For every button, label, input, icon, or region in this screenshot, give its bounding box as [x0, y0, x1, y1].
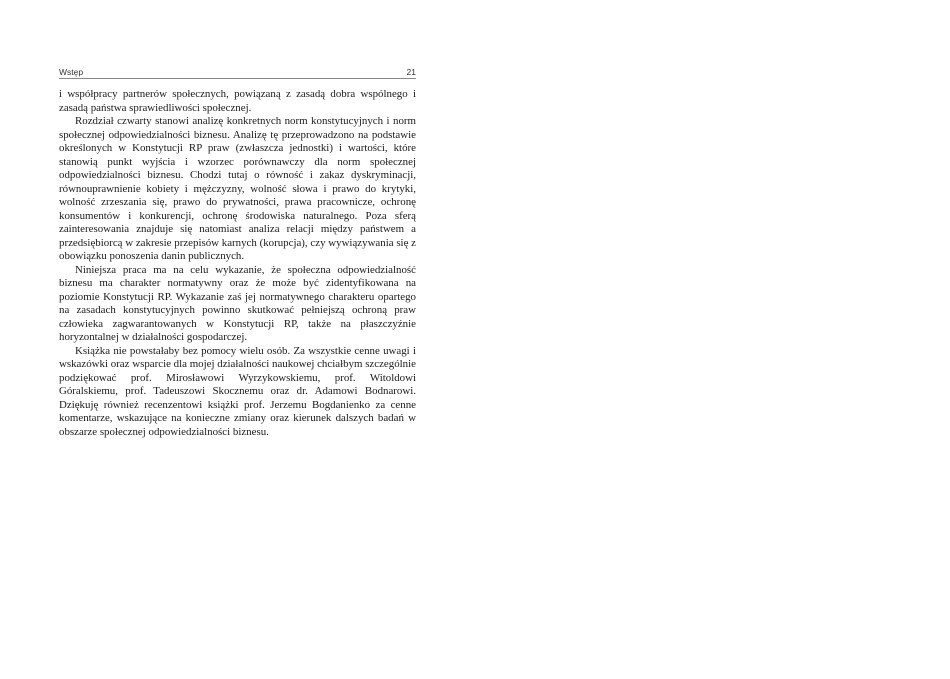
running-header [59, 64, 416, 79]
paragraph-acknowledgements: Książka nie powstałaby bez pomocy wielu osób. Za wszystkie cenne uwagi i wskazówki oraz wsparcie dla mojej działalności naukowej chciałbym szczególnie podziękować prof. Mirosławowi Wyrzykowskiemu, prof. Witoldowi Góralskiemu, prof. Tadeuszowi Skocznemu oraz dr. Adamowi Bodnarowi. Dziękuję również recenzentowi książki prof. Jerzemu Bogdanienko za cenne komentarze, wskazujące na konieczne zmiany oraz kierunek dalszych badań w obszarze społecznej odpowiedzialności biznesu. [59, 344, 416, 438]
page-number: 21 [406, 67, 416, 77]
body-text [59, 88, 416, 439]
paragraph-continuation: i współpracy partnerów społecznych, powiązaną z zasadą dobra wspólnego i zasadą państwa sprawiedliwości społecznej. [59, 88, 416, 114]
paragraph-chapter-four: Rozdział czwarty stanowi analizę konkretnych norm konstytucyjnych i norm społecznej odpowiedzialności biznesu. Analizę tę przeprowadzono na podstawie określonych w Konstytucji RP praw (zwłaszcza jednostki) i wartości, które stanowią punkt wyjścia i wzorzec porównawczy dla norm społecznej odpowiedzialności biznesu. Chodzi tutaj o równość i zakaz dyskryminacji, równouprawnienie kobiety i mężczyzny, wolność słowa i prawo do krytyki, wolność zrzeszania się, prawo do prywatności, prawa pracownicze, ochronę konsumentów i konkurencji, ochronę środowiska naturalnego. Poza sferą zainteresowania znajduje się natomiast analiza relacji między państwem a przedsiębiorcą w zakresie przepisów karnych (korupcja), czy wywiązywania się z obowiązku ponoszenia danin publicznych. [59, 115, 416, 262]
running-header-title: Wstęp [59, 67, 84, 77]
book-page [59, 64, 416, 439]
paragraph-aim: Niniejsza praca ma na celu wykazanie, że społeczna odpowiedzialność biznesu ma charakter normatywny oraz że może być zidentyfikowana na poziomie Konstytucji RP. Wykazanie zaś jej normatywnego charakteru opartego na zasadach konstytucyjnych powinno skutkować pełniejszą ochroną praw człowieka zagwarantowanych w Konstytucji RP, także na płaszczyźnie horyzontalnej w działalności gospodarczej. [59, 263, 416, 343]
